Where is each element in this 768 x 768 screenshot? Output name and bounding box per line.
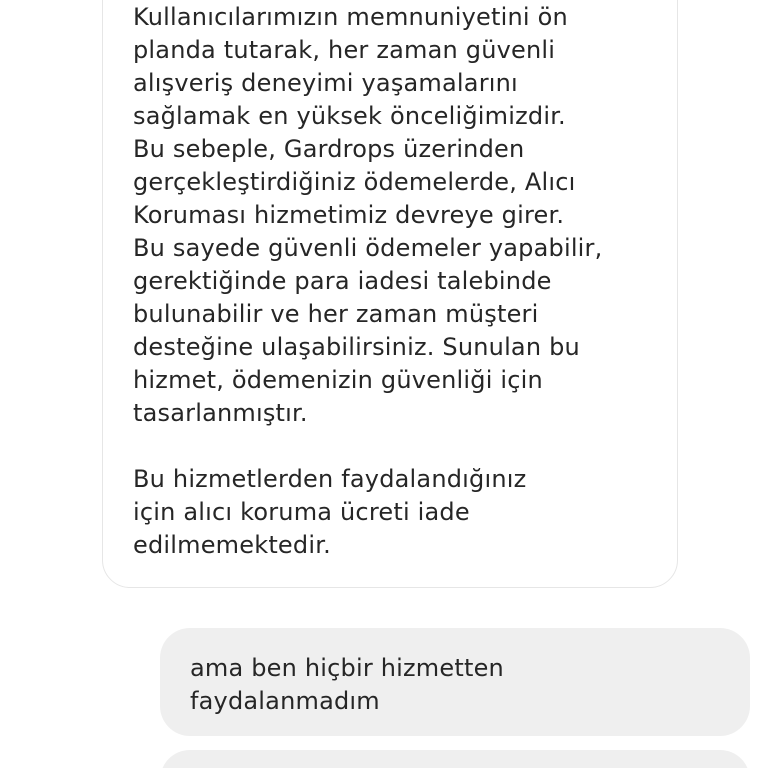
outgoing-message-text: ama ben hiçbir hizmetten faydalanmadım [190, 654, 504, 715]
incoming-message-bubble[interactable] [102, 0, 678, 588]
outgoing-message-bubble[interactable] [160, 628, 750, 736]
incoming-message-paragraph: Bu hizmetlerden faydalandığınız için alıcı koruma ücreti iade edilmemektedir. [133, 465, 527, 559]
outgoing-message-bubble-partial[interactable] [160, 750, 750, 768]
incoming-message-paragraph: Kullanıcılarımızın memnuniyetini ön planda tutarak, her zaman güvenli alışveriş deneyimi yaşamalarını sağlamak en yüksek önceliğimizdir. Bu sebeple, Gardrops üzerinden gerçekleştirdiğiniz ödemelerde, Alıcı Koruması hizmetimiz devreye girer. Bu sayede güvenli ödemeler yapabilir, gerektiğinde para iadesi talebinde bulunabilir ve her zaman müşteri desteğine ulaşabilirsiniz. Sunulan bu hizmet, ödemenizin güvenliği için tasarlanmıştır. [133, 3, 603, 427]
